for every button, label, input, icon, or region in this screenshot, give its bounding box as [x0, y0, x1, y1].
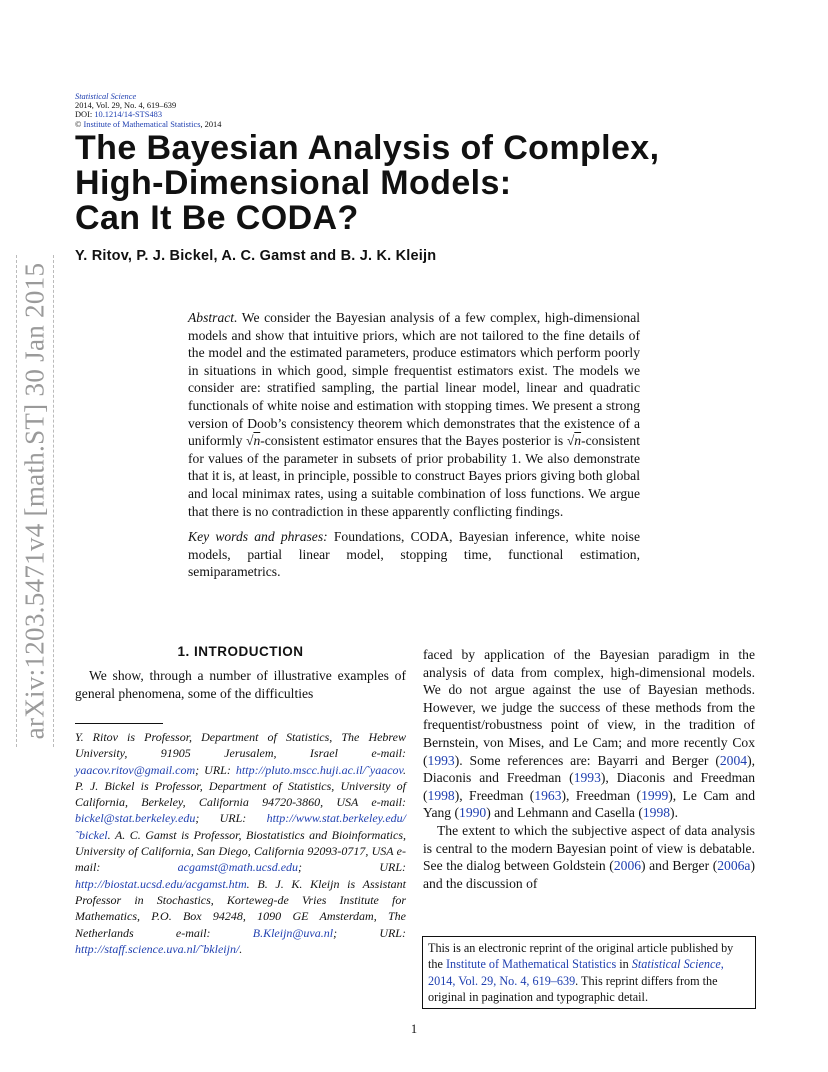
abstract [188, 309, 640, 520]
body-text: ), Diaconis and Freedman ( [423, 752, 755, 786]
reprint-text: . This reprint differs from the original in pagination and typographic detail. [428, 973, 718, 1004]
paper-title [75, 131, 659, 236]
footnote-rule [75, 723, 163, 724]
body-text: ). Some references are: Bayarri and Berger ( [454, 752, 720, 768]
reprint-details-link[interactable]: 2014, Vol. 29, No. 4, 619–639 [428, 973, 576, 988]
footnote-text: ; URL: [333, 925, 406, 940]
journal-name-link[interactable]: Statistical Science [75, 92, 137, 101]
title-line-1: The Bayesian Analysis of Complex, [75, 129, 660, 167]
sqrt-symbol: √ [245, 433, 254, 449]
title-line-2: High-Dimensional Models: [75, 164, 512, 202]
ritov-email-link[interactable]: yaacov.ritov@gmail.com [75, 762, 196, 777]
title-line-3: Can It Be CODA? [75, 199, 359, 237]
footnote-text: Y. Ritov is Professor, Department of Statistics, The Hebrew University, 91905 Jerusalem, Israel e-mail: [75, 730, 406, 761]
footnote-text: ; URL: [195, 762, 236, 777]
copyright-year: , 2014 [200, 119, 222, 129]
citation-goldstein-2006[interactable]: 2006 [613, 858, 642, 874]
ritov-url-link[interactable]: http://pluto.mscc.huji.ac.il/˜yaacov [235, 762, 403, 777]
gamst-url-link[interactable]: http://biostat.ucsd.edu/acgamst.htm [75, 876, 247, 891]
body-paragraph-2 [423, 822, 755, 892]
body-paragraph-1 [423, 646, 755, 822]
citation-bayarri-2004[interactable]: 2004 [719, 752, 748, 768]
body-text: ), Freedman ( [454, 787, 535, 803]
footnote-text: ; URL: [195, 811, 267, 826]
bickel-email-link[interactable]: bickel@stat.berkeley.edu [75, 811, 196, 826]
body-text: faced by application of the Bayesian paradigm in the analysis of data from complex, high-dimensional models. We do not argue against the use of Bayesian methods. However, we judge the success of these methods from the frequentist/robustness point of view, in the tradition of Bernstein, von Mises, and Le Cam; and more recently Cox ( [423, 647, 755, 768]
arxiv-stamp [16, 255, 54, 747]
body-text: ) and the discussion of [423, 858, 755, 891]
sqrt-symbol-2: √ [566, 433, 575, 449]
arxiv-identifier: arXiv:1203.5471v4 [math.ST] 30 Jan 2015 [19, 262, 50, 740]
author-footnote [75, 729, 406, 957]
right-column [423, 646, 755, 892]
left-column [75, 644, 406, 702]
kleijn-url-link[interactable]: http://staff.science.uva.nl/˜bkleijn/ [75, 941, 240, 956]
citation-lehmann-1998[interactable]: 1998 [642, 805, 671, 821]
citation-lecam-1990[interactable]: 1990 [459, 805, 487, 821]
page-number: 1 [410, 1022, 418, 1036]
kleijn-email-link[interactable]: B.Kleijn@uva.nl [252, 925, 334, 940]
body-text: ), Freedman ( [561, 787, 642, 803]
footnote-text: . A. C. Gamst is Professor, Biostatistics and Bioinformatics, University of California, San Diego, California 92093-0717, USA e-mail: [75, 827, 406, 875]
citation-diaconis-1993[interactable]: 1993 [573, 770, 601, 786]
reprint-text: in [616, 957, 632, 972]
section-heading-introduction: 1. INTRODUCTION [177, 644, 304, 659]
reprint-text: This is an electronic reprint of the original article published by the [428, 941, 734, 972]
bickel-url-link[interactable]: http://www.stat.berkeley.edu/˜bickel [75, 811, 406, 842]
body-text: The extent to which the subjective aspect of data analysis is central to the modern Bayesian point of view is debatable. See the dialog between Goldstein ( [423, 822, 755, 874]
body-text: ) and Lehmann and Casella ( [486, 805, 643, 821]
citation-cox-1993[interactable]: 1993 [427, 752, 455, 768]
citation-freedman-1963[interactable]: 1963 [534, 787, 562, 803]
abstract-text-3: -consistent for values of the parameter in subsets of prior probability 1. We also demonstrate that it is, at least, in principle, possible to construct Bayes priors giving both global and local minimax rates, using a suitable combination of loss functions. We argue that there is no contradiction in these apparently conflicting findings. [188, 433, 640, 519]
sqrt-n-2: n [574, 433, 582, 449]
abstract-label: Abstract. [188, 310, 238, 325]
gamst-email-link[interactable]: acgamst@math.ucsd.edu [177, 860, 299, 875]
author-list: Y. Ritov, P. J. Bickel, A. C. Gamst and B. J. K. Kleijn [75, 248, 437, 264]
body-text: ), Le Cam and Yang ( [423, 787, 756, 821]
reprint-publisher-link[interactable]: Institute of Mathematical Statistics [445, 957, 617, 972]
keywords-label: Key words and phrases: [188, 529, 328, 545]
body-text: ), Diaconis and Freedman ( [423, 770, 755, 803]
abstract-text-1: We consider the Bayesian analysis of a few complex, high-dimensional models and show that intuitive priors, which are not tailored to the fine details of the model and the estimated parameters, produce estimators which perform poorly in situations in which good, simple frequentist estimators exist. The models we consider are: stratified sampling, the partial linear model, linear and quadratic functionals of white noise and estimation with stopping times. We present a strong version of Doob’s consistency theorem which demonstrates that the existence of a uniformly [188, 310, 641, 449]
intro-paragraph: We show, through a number of illustrative examples of general phenomena, some of the difficulties [75, 668, 406, 701]
doi-label: DOI: [75, 110, 95, 120]
ims-link[interactable]: Institute of Mathematical Statistics [83, 119, 201, 129]
keywords-text: Foundations, CODA, Bayesian inference, white noise models, partial linear model, stopping time, functional estimation, semiparametrics. [188, 529, 640, 580]
reprint-notice [422, 936, 756, 1009]
doi-link[interactable]: 10.1214/14-STS483 [94, 110, 163, 120]
copyright-symbol: © [75, 119, 82, 129]
citation-berger-2006a[interactable]: 2006a [717, 858, 751, 874]
reprint-journal-link[interactable]: Statistical Science [631, 957, 721, 972]
citation-freedman-1999[interactable]: 1999 [641, 787, 669, 803]
citation-diaconis-1998[interactable]: 1998 [427, 787, 455, 803]
journal-meta [75, 92, 221, 129]
footnote-text: . B. J. K. Kleijn is Assistant Professor in Stochastics, Korteweg-de Vries Institute for Mathematics, P.O. Box 94248, 1090 GE Amsterdam, The Netherlands e-mail: [75, 876, 406, 940]
footnote-text: . P. J. Bickel is Professor, Department of Statistics, University of California, Berkeley, California 94720-3860, USA e-mail: [75, 762, 406, 810]
footnote-text: ; URL: [298, 860, 406, 875]
body-text: ). [670, 805, 678, 821]
footnote-text: . [239, 941, 243, 956]
keywords [188, 528, 640, 581]
sqrt-n: n [253, 433, 261, 449]
body-text: ) and Berger ( [641, 858, 718, 874]
journal-volume: 2014, Vol. 29, No. 4, 619–639 [75, 101, 177, 111]
abstract-block [188, 309, 640, 581]
abstract-text-2: -consistent estimator ensures that the Bayes posterior is [260, 433, 567, 449]
reprint-separator: , [720, 957, 724, 972]
